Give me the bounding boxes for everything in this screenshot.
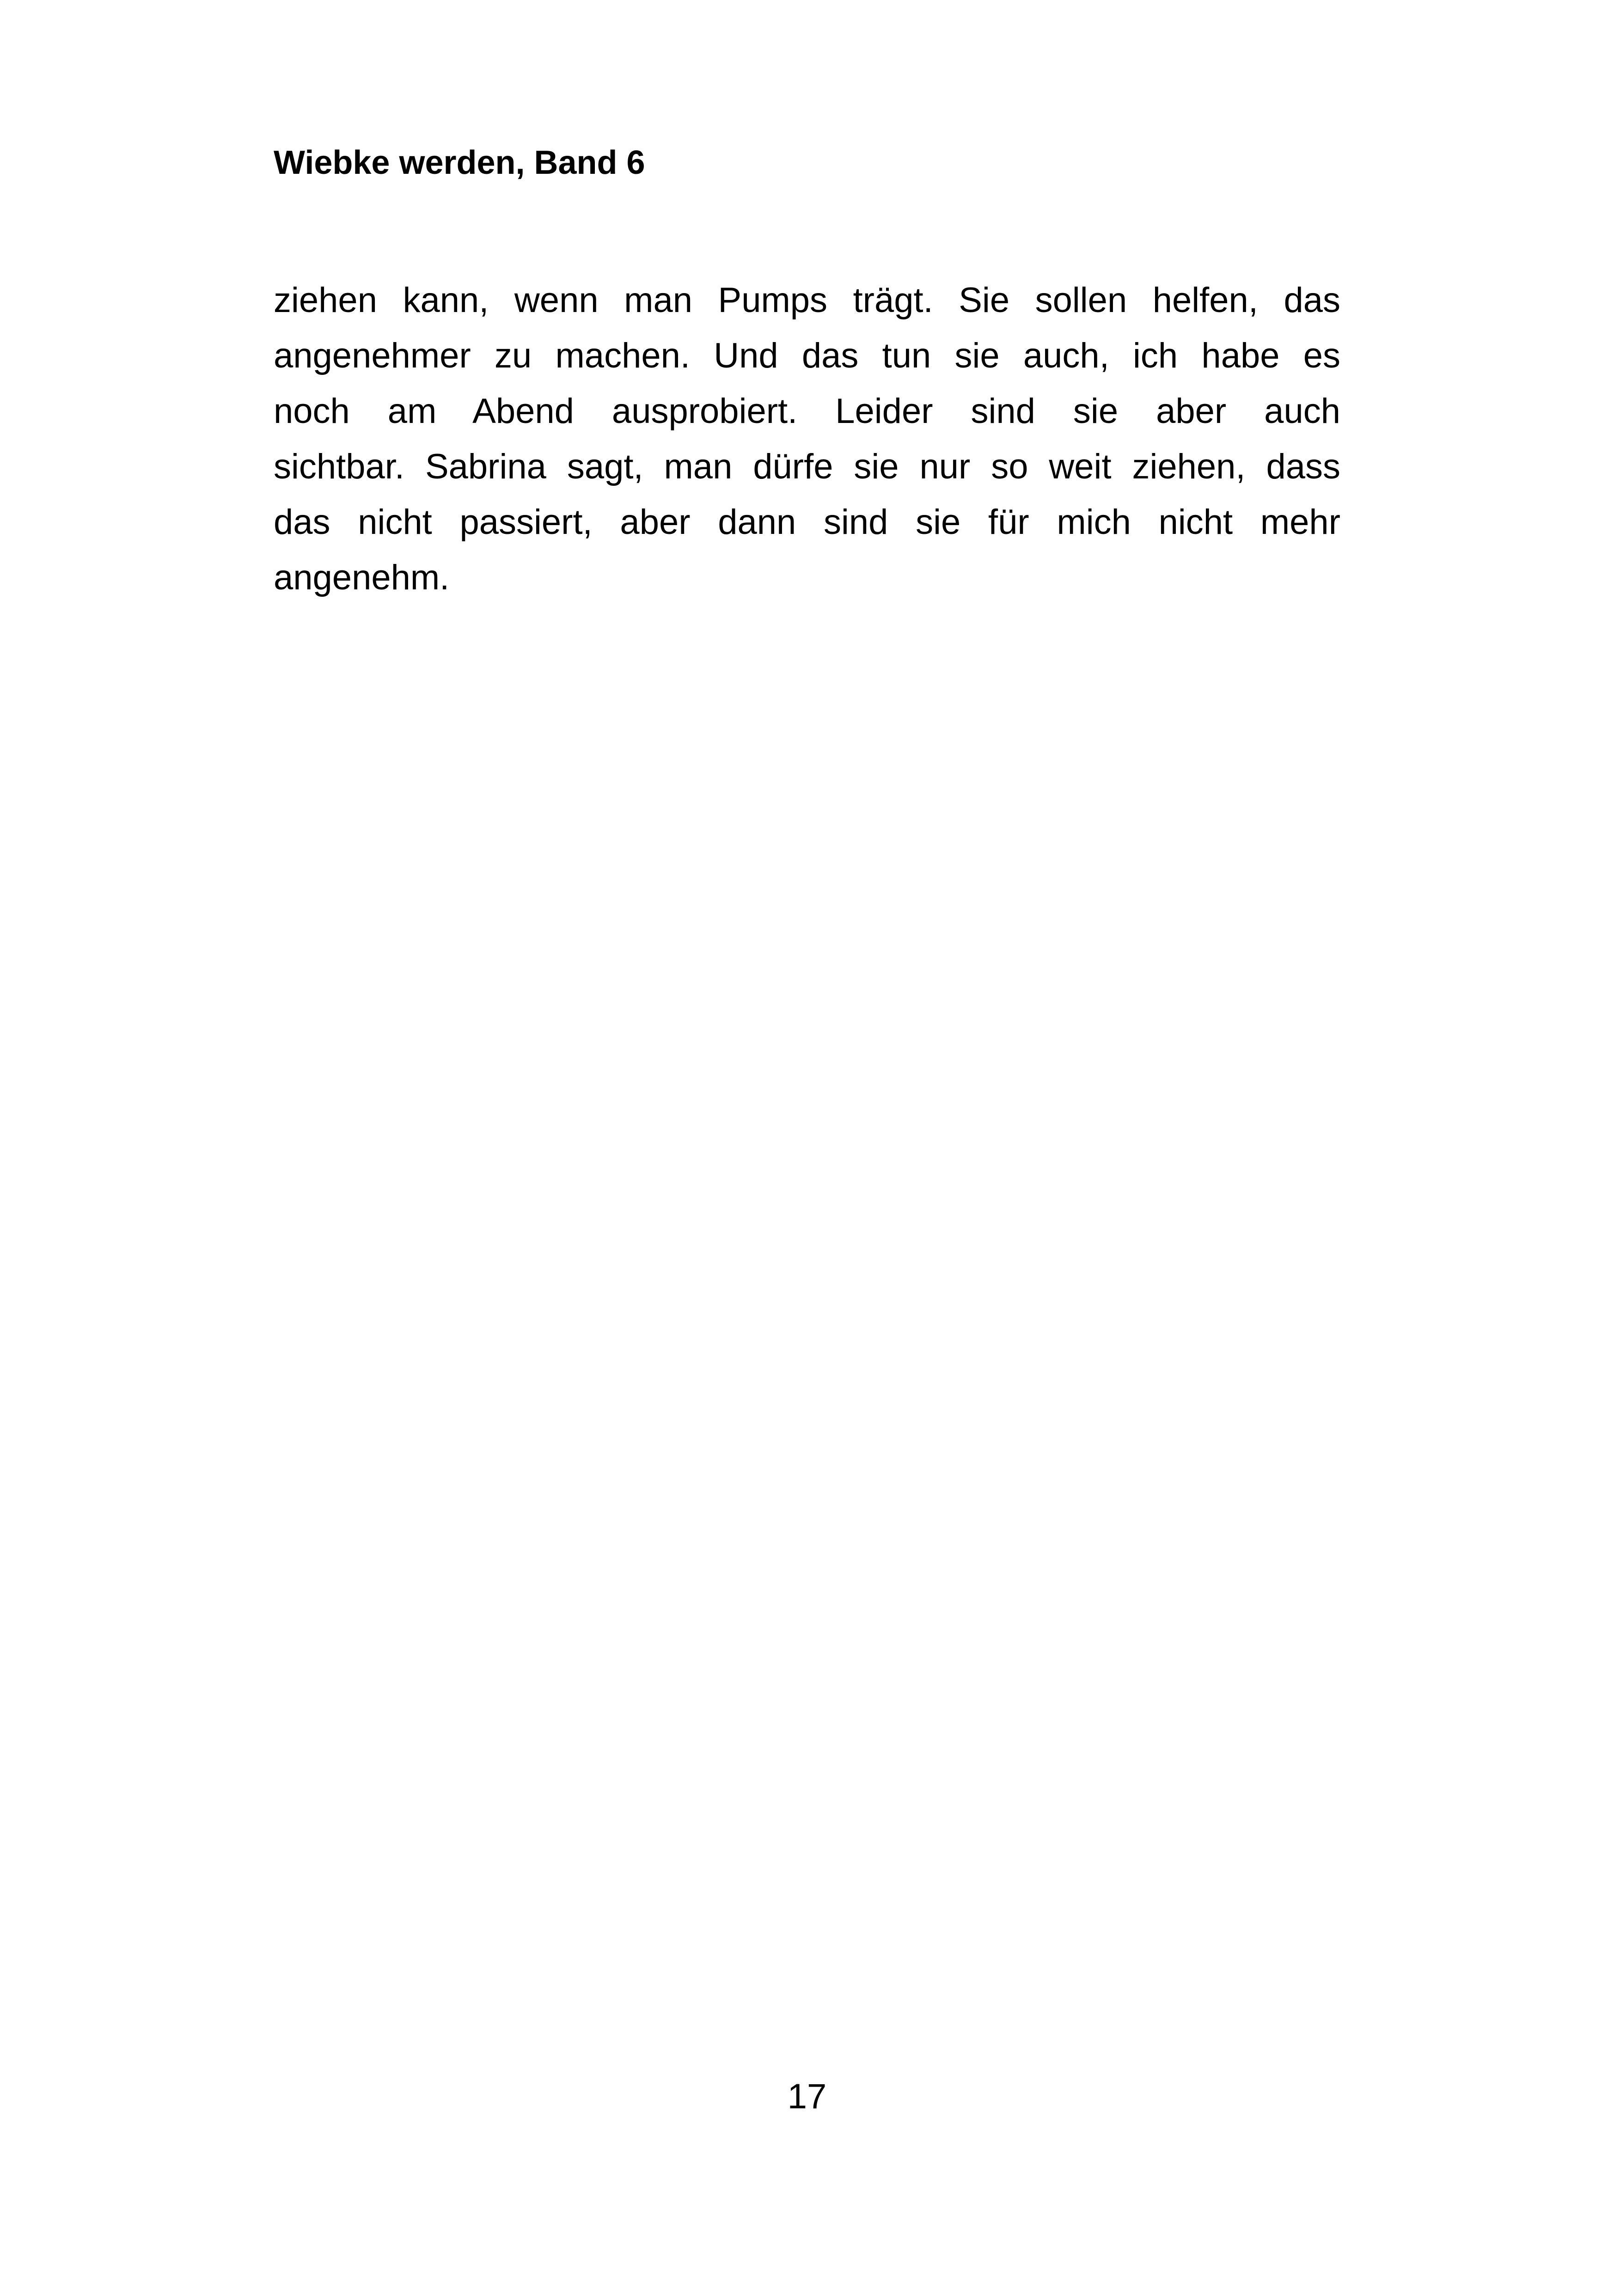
running-header-title: Wiebke werden, Band 6	[274, 144, 645, 181]
paragraph-line: noch am Abend ausprobiert. Leider sind sie aber auch	[274, 392, 1340, 431]
paragraph-line: angenehm.	[274, 558, 450, 597]
paragraph-line: ziehen kann, wenn man Pumps trägt. Sie sollen helfen, das	[274, 281, 1340, 320]
page-number: 17	[787, 2077, 827, 2116]
paragraph-line: sichtbar. Sabrina sagt, man dürfe sie nur so weit ziehen, dass	[274, 447, 1340, 486]
body-paragraph	[274, 273, 1340, 624]
paragraph-line: das nicht passiert, aber dann sind sie für mich nicht mehr	[274, 502, 1340, 542]
paragraph-line: angenehmer zu machen. Und das tun sie auch, ich habe es	[274, 336, 1340, 375]
